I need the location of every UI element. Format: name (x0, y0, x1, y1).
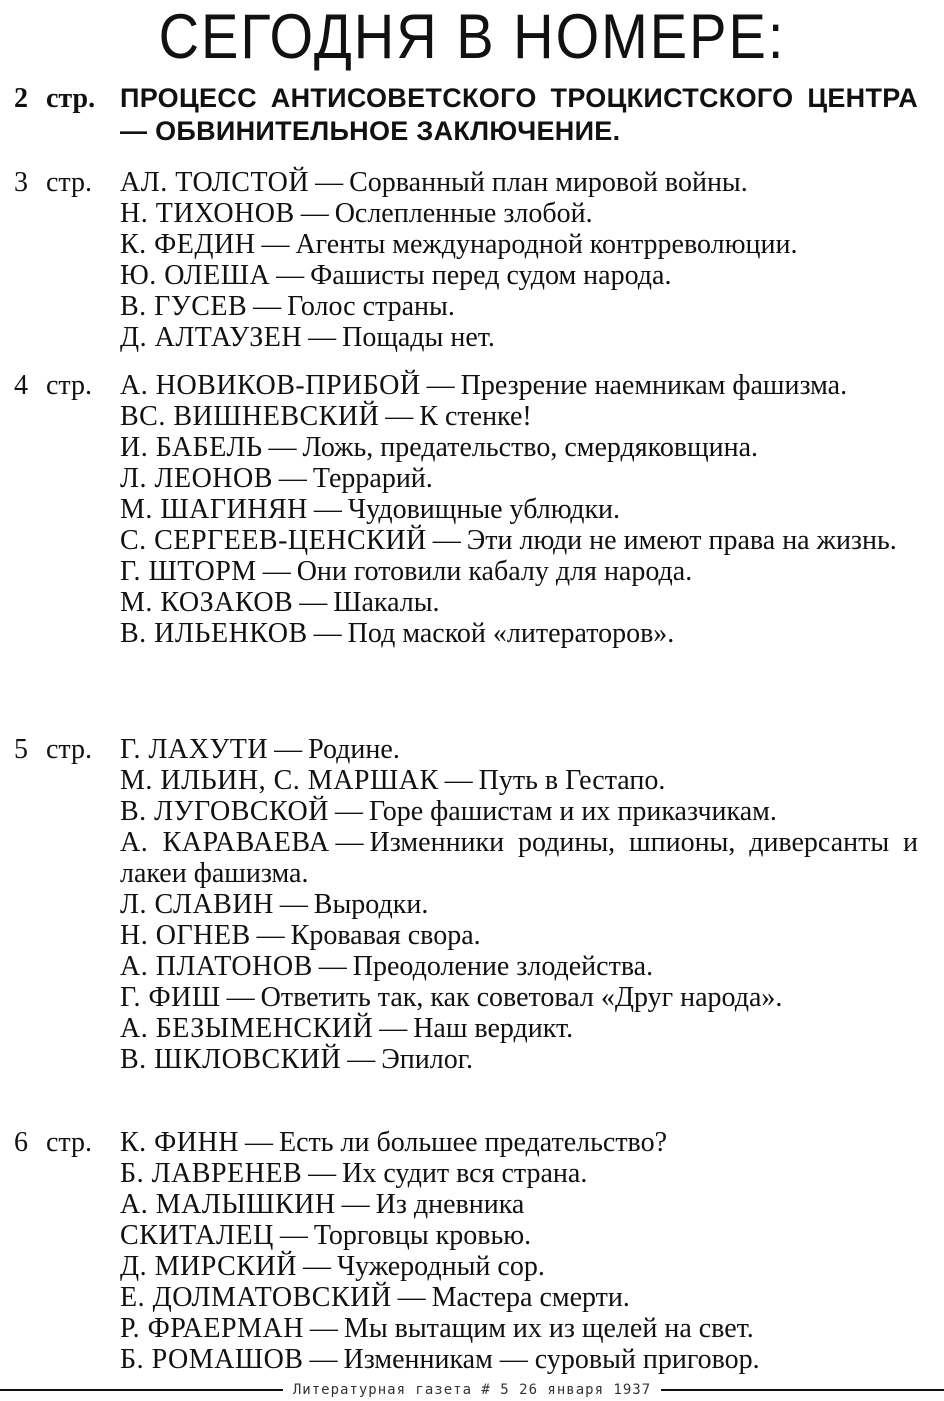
entry-separator: — (426, 370, 455, 401)
entry-author: Л. ЛЕОНОВ (120, 463, 273, 494)
toc-entry (120, 982, 918, 1013)
entry-title: Из дневника (375, 1189, 525, 1220)
entry-title: Наш вердикт. (413, 1013, 574, 1044)
entry-separator: — (335, 827, 364, 858)
entry-title: Их судит вся страна. (342, 1158, 588, 1189)
entry-separator: — (334, 796, 363, 827)
section-page-number: 3 стр. (14, 167, 93, 198)
entry-separator: — (261, 229, 290, 260)
entry-separator: — (300, 198, 329, 229)
entry-author: Г. ШТОРМ (120, 556, 257, 587)
entry-separator: — (302, 1251, 331, 1282)
lead-page-number: 2 стр. (14, 83, 96, 114)
entry-author: Д. МИРСКИЙ (120, 1251, 297, 1282)
entry-separator: — (432, 525, 461, 556)
footer-rule-left (0, 1389, 283, 1391)
entry-title: Ложь, предательство, смердяковщина. (302, 432, 759, 463)
footer-caption: Литературная газета # 5 26 января 1937 (292, 1382, 652, 1398)
entry-author: А. МАЛЫШКИН (120, 1189, 336, 1220)
toc-entry (120, 1313, 918, 1344)
entry-author: А. БЕЗЫМЕНСКИЙ (120, 1013, 374, 1044)
toc-entry (120, 1127, 918, 1158)
toc-entry (120, 734, 918, 765)
toc-entry (120, 796, 918, 827)
entry-separator: — (276, 260, 305, 291)
entry-author: Г. ЛАХУТИ (120, 734, 269, 765)
entry-author: К. ФЕДИН (120, 229, 256, 260)
entry-title: Родине. (308, 734, 400, 765)
toc-entry (120, 1282, 918, 1313)
toc-entry (120, 1251, 918, 1282)
section-page-number: 5 стр. (14, 734, 93, 765)
entry-list (120, 167, 918, 353)
entry-author: ВС. ВИШНЕВСКИЙ (120, 401, 380, 432)
entry-author: М. ШАГИНЯН (120, 494, 308, 525)
entry-separator: — (309, 1313, 338, 1344)
toc-entry (120, 370, 918, 401)
entry-author: Н. ТИХОНОВ (120, 198, 295, 229)
entry-separator: — (278, 463, 307, 494)
entry-title: К стенке! (419, 401, 532, 432)
entry-separator: — (309, 1344, 338, 1375)
entry-author: Е. ДОЛМАТОВСКИЙ (120, 1282, 392, 1313)
toc-entry (120, 951, 918, 982)
entry-author: Л. СЛАВИН (120, 889, 274, 920)
toc-entry (120, 260, 918, 291)
entry-title: Сорванный план мировой войны. (349, 167, 748, 198)
toc-entry (120, 889, 918, 920)
toc-entry (120, 494, 918, 525)
page-title: СЕГОДНЯ В НОМЕРЕ: (158, 1, 786, 72)
entry-separator: — (444, 765, 473, 796)
entry-title: Эпилог. (381, 1044, 474, 1075)
entry-title: Презрение наемникам фашизма. (460, 370, 848, 401)
entry-separator: — (299, 587, 328, 618)
toc-entry (120, 1044, 918, 1075)
entry-title: Кровавая свора. (290, 920, 481, 951)
entry-author: Б. РОМАШОВ (120, 1344, 304, 1375)
entry-list (120, 1127, 918, 1375)
entry-separator: — (226, 982, 255, 1013)
entry-title: Ослепленные злобой. (334, 198, 593, 229)
entry-separator: — (379, 1013, 408, 1044)
toc-entry (120, 198, 918, 229)
entry-separator: — (318, 951, 347, 982)
footer-rule-right (661, 1389, 944, 1391)
entry-title: Агенты международной контрреволюции. (295, 229, 798, 260)
entry-separator: — (256, 920, 285, 951)
entry-author: А. ПЛАТОНОВ (120, 951, 313, 982)
entry-title: Под маской «литераторов». (347, 618, 675, 649)
entry-separator: — (397, 1282, 426, 1313)
entry-separator: — (308, 1158, 337, 1189)
entry-author: В. ШКЛОВСКИЙ (120, 1044, 342, 1075)
entry-title: Путь в Гестапо. (478, 765, 666, 796)
toc-entry (120, 1013, 918, 1044)
entry-title: Мастера смерти. (431, 1282, 630, 1313)
entry-author: АЛ. ТОЛСТОЙ (120, 167, 310, 198)
entry-author: Н. ОГНЕВ (120, 920, 251, 951)
entry-list (120, 734, 918, 1075)
entry-author: СКИТАЛЕЦ (120, 1220, 274, 1251)
toc-entry (120, 827, 918, 889)
entry-title: Выродки. (313, 889, 429, 920)
entry-author: Р. ФРАЕРМАН (120, 1313, 304, 1344)
toc-entry (120, 401, 918, 432)
toc-entry (120, 1220, 918, 1251)
entry-title: Преодоление злодейства. (352, 951, 654, 982)
entry-separator: — (279, 1220, 308, 1251)
entry-title: Изменники родины, шпионы, диверсанты и лакеи фашизма. (120, 827, 918, 889)
entry-title: Фашисты перед судом народа. (310, 260, 672, 291)
entry-title: Они готовили кабалу для народа. (296, 556, 693, 587)
toc-entry (120, 322, 918, 353)
toc-entry (120, 1158, 918, 1189)
entry-title: Мы вытащим их из щелей на свет. (343, 1313, 754, 1344)
toc-entry (120, 920, 918, 951)
toc-entry (120, 1189, 918, 1220)
entry-separator: — (308, 322, 337, 353)
entry-title: Чужеродный сор. (336, 1251, 545, 1282)
toc-entry (120, 556, 918, 587)
entry-separator: — (268, 432, 297, 463)
entry-list (120, 370, 918, 649)
entry-separator: — (341, 1189, 370, 1220)
entry-author: Б. ЛАВРЕНЕВ (120, 1158, 303, 1189)
entry-separator: — (244, 1127, 273, 1158)
entry-title: Террарий. (312, 463, 433, 494)
footer (0, 1380, 944, 1400)
section-page-number: 6 стр. (14, 1127, 93, 1158)
entry-title: Торговцы кровью. (313, 1220, 532, 1251)
entry-author: И. БАБЕЛЬ (120, 432, 263, 463)
toc-entry (120, 463, 918, 494)
entry-author: К. ФИНН (120, 1127, 239, 1158)
entry-title: Горе фашистам и их приказчикам. (368, 796, 777, 827)
entry-author: В. ИЛЬЕНКОВ (120, 618, 308, 649)
entry-author: Ю. ОЛЕША (120, 260, 271, 291)
lead-headline: ПРОЦЕСС АНТИСОВЕТСКОГО ТРОЦКИСТСКОГО ЦЕНТРА — ОБВИНИТЕЛЬНОЕ ЗАКЛЮЧЕНИЕ. (120, 83, 918, 146)
entry-separator: — (262, 556, 291, 587)
entry-separator: — (253, 291, 282, 322)
entry-author: В. ГУСЕВ (120, 291, 248, 322)
entry-separator: — (385, 401, 414, 432)
entry-title: Пощады нет. (342, 322, 495, 353)
entry-separator: — (274, 734, 303, 765)
entry-title: Чудовищные ублюдки. (347, 494, 621, 525)
entry-author: С. СЕРГЕЕВ-ЦЕНСКИЙ (120, 525, 427, 556)
entry-title: Шакалы. (333, 587, 440, 618)
entry-title: Изменникам — суровый приговор. (343, 1344, 760, 1375)
entry-author: М. КОЗАКОВ (120, 587, 294, 618)
entry-author: В. ЛУГОВСКОЙ (120, 796, 329, 827)
toc-entry (120, 291, 918, 322)
entry-separator: — (313, 618, 342, 649)
toc-entry (120, 765, 918, 796)
toc-entry (120, 525, 918, 556)
section-page-number: 4 стр. (14, 370, 93, 401)
entry-separator: — (313, 494, 342, 525)
entry-title: Ответить так, как советовал «Друг народа». (260, 982, 783, 1013)
entry-author: А. НОВИКОВ-ПРИБОЙ (120, 370, 421, 401)
toc-entry (120, 618, 918, 649)
entry-separator: — (347, 1044, 376, 1075)
entry-author: А. КАРАВАЕВА (120, 827, 330, 858)
toc-entry (120, 167, 918, 198)
entry-separator: — (315, 167, 344, 198)
toc-entry (120, 432, 918, 463)
entry-separator: — (279, 889, 308, 920)
entry-title: Есть ли большее предательство? (278, 1127, 668, 1158)
toc-entry (120, 1344, 918, 1375)
entry-title: Голос страны. (287, 291, 455, 322)
entry-author: Д. АЛТАУЗЕН (120, 322, 303, 353)
toc-entry (120, 587, 918, 618)
entry-title: Эти люди не имеют права на жизнь. (466, 525, 897, 556)
toc-entry (120, 229, 918, 260)
entry-author: Г. ФИШ (120, 982, 221, 1013)
entry-author: М. ИЛЬИН, С. МАРШАК (120, 765, 439, 796)
